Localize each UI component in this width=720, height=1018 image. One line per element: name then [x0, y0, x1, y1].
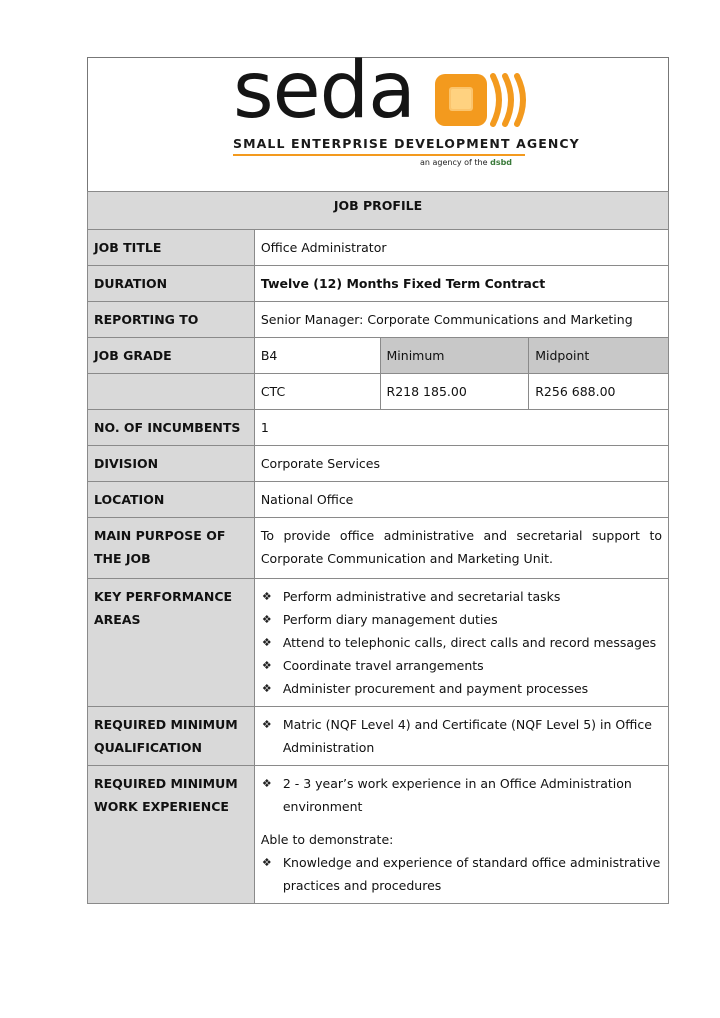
demonstrate-list-item: ❖ Knowledge and experience of standard office administrative practices and procedures [261, 851, 662, 897]
tagline-brand: dsbd [490, 158, 513, 167]
profile-heading-row [88, 192, 669, 230]
purpose-label: MAIN PURPOSE OF THE JOB [88, 518, 255, 579]
ctc-label-blank [88, 374, 255, 410]
duration-row [88, 266, 669, 302]
job-title-label: JOB TITLE [88, 230, 255, 266]
kpa-list-item: ❖ Administer procurement and payment processes [261, 677, 662, 700]
experience-list [261, 772, 662, 818]
purpose-row [88, 518, 669, 579]
qualification-list [261, 713, 662, 759]
agency-tagline [420, 158, 512, 167]
logo-divider [233, 154, 525, 156]
job-title-row [88, 230, 669, 266]
kpa-list-item: ❖ Coordinate travel arrangements [261, 654, 662, 677]
location-label: LOCATION [88, 482, 255, 518]
duration-label: DURATION [88, 266, 255, 302]
duration-value: Twelve (12) Months Fixed Term Contract [254, 266, 668, 302]
midpoint-header: Midpoint [529, 338, 669, 374]
kpa-list [261, 585, 662, 700]
qualification-cell [254, 707, 668, 766]
incumbents-row [88, 410, 669, 446]
kpa-list-item: ❖ Perform diary management duties [261, 608, 662, 631]
experience-row [88, 766, 669, 904]
job-profile-heading: JOB PROFILE [88, 192, 669, 230]
ctc-label: CTC [254, 374, 380, 410]
spacer [261, 818, 662, 828]
midpoint-value: R256 688.00 [529, 374, 669, 410]
kpa-cell [254, 579, 668, 707]
minimum-value: R218 185.00 [380, 374, 529, 410]
division-value: Corporate Services [254, 446, 668, 482]
purpose-value: To provide office administrative and secretarial support to Corporate Communication and Marketing Unit. [254, 518, 668, 579]
kpa-row [88, 579, 669, 707]
reporting-value: Senior Manager: Corporate Communications and Marketing [254, 302, 668, 338]
kpa-label: KEY PERFORMANCE AREAS [88, 579, 255, 707]
job-grade-label: JOB GRADE [88, 338, 255, 374]
kpa-list-item: ❖ Perform administrative and secretarial tasks [261, 585, 662, 608]
agency-name: SMALL ENTERPRISE DEVELOPMENT AGENCY [233, 136, 580, 151]
division-label: DIVISION [88, 446, 255, 482]
demonstrate-list [261, 851, 662, 897]
experience-label: REQUIRED MINIMUM WORK EXPERIENCE [88, 766, 255, 904]
ctc-row [88, 374, 669, 410]
incumbents-label: NO. OF INCUMBENTS [88, 410, 255, 446]
logo-header [87, 46, 669, 192]
job-grade-row [88, 338, 669, 374]
seda-logo-icon [433, 70, 529, 130]
minimum-header: Minimum [380, 338, 529, 374]
reporting-label: REPORTING TO [88, 302, 255, 338]
experience-cell [254, 766, 668, 904]
job-profile-table [87, 191, 669, 904]
qualification-label: REQUIRED MINIMUM QUALIFICATION [88, 707, 255, 766]
demonstrate-text: Able to demonstrate: [260, 832, 394, 847]
job-title-value: Office Administrator [254, 230, 668, 266]
incumbents-value: 1 [254, 410, 668, 446]
seda-wordmark: seda [233, 46, 415, 136]
reporting-row [88, 302, 669, 338]
qualification-list-item: ❖ Matric (NQF Level 4) and Certificate (NQF Level 5) in Office Administration [261, 713, 662, 759]
division-row [88, 446, 669, 482]
qualification-row [88, 707, 669, 766]
tagline-prefix: an agency of the [420, 158, 488, 167]
location-value: National Office [254, 482, 668, 518]
experience-list-item: ❖ 2 - 3 year’s work experience in an Office Administration environment [261, 772, 662, 818]
job-grade-value: B4 [254, 338, 380, 374]
location-row [88, 482, 669, 518]
kpa-list-item: ❖ Attend to telephonic calls, direct calls and record messages [261, 631, 662, 654]
